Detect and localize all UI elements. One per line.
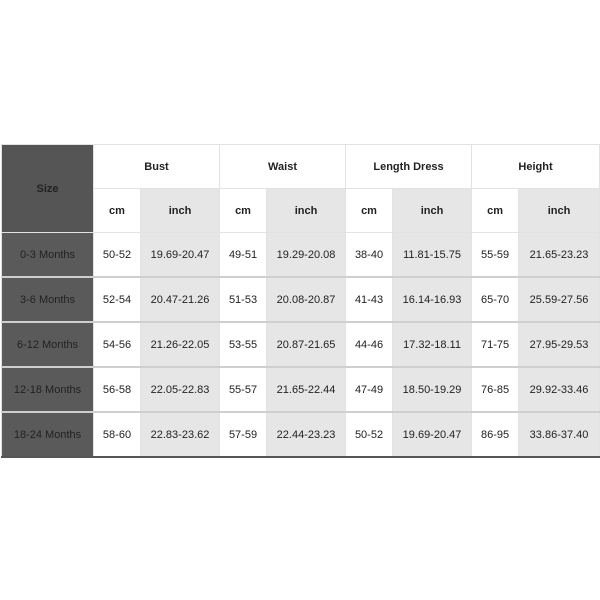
size-chart-table [1,144,600,458]
unit-cm-header: cm [346,189,393,233]
table-row [2,367,600,412]
length-inch-cell: 17.32-18.11 [393,322,472,367]
bust-cm-cell: 58-60 [94,412,141,457]
waist-cm-cell: 55-57 [220,367,267,412]
bust-cm-cell: 56-58 [94,367,141,412]
bust-cm-cell: 54-56 [94,322,141,367]
length-inch-cell: 11.81-15.75 [393,233,472,278]
unit-inch-header: inch [519,189,600,233]
height-cm-cell: 76-85 [472,367,519,412]
waist-cm-cell: 57-59 [220,412,267,457]
waist-inch-cell: 19.29-20.08 [267,233,346,278]
bust-inch-cell: 22.83-23.62 [141,412,220,457]
waist-header: Waist [220,145,346,189]
size-label: 6-12 Months [2,322,94,367]
size-label: 18-24 Months [2,412,94,457]
unit-cm-header: cm [94,189,141,233]
length-cm-cell: 47-49 [346,367,393,412]
height-inch-cell: 29.92-33.46 [519,367,600,412]
height-cm-cell: 86-95 [472,412,519,457]
length-dress-header: Length Dress [346,145,472,189]
unit-inch-header: inch [393,189,472,233]
table-row [2,322,600,367]
header-row [2,145,600,189]
table-row [2,412,600,457]
unit-inch-header: inch [141,189,220,233]
length-cm-cell: 44-46 [346,322,393,367]
size-label: 12-18 Months [2,367,94,412]
bust-cm-cell: 52-54 [94,277,141,322]
bust-inch-cell: 20.47-21.26 [141,277,220,322]
unit-cm-header: cm [220,189,267,233]
height-inch-cell: 33.86-37.40 [519,412,600,457]
size-label: 3-6 Months [2,277,94,322]
bust-cm-cell: 50-52 [94,233,141,278]
waist-inch-cell: 21.65-22.44 [267,367,346,412]
height-cm-cell: 65-70 [472,277,519,322]
size-column-header: Size [2,145,94,233]
unit-inch-header: inch [267,189,346,233]
bust-inch-cell: 21.26-22.05 [141,322,220,367]
length-cm-cell: 41-43 [346,277,393,322]
waist-inch-cell: 22.44-23.23 [267,412,346,457]
waist-cm-cell: 49-51 [220,233,267,278]
height-header: Height [472,145,600,189]
height-cm-cell: 71-75 [472,322,519,367]
table-row [2,233,600,278]
size-label: 0-3 Months [2,233,94,278]
bust-inch-cell: 22.05-22.83 [141,367,220,412]
length-cm-cell: 50-52 [346,412,393,457]
height-cm-cell: 55-59 [472,233,519,278]
height-inch-cell: 21.65-23.23 [519,233,600,278]
bust-header: Bust [94,145,220,189]
length-inch-cell: 16.14-16.93 [393,277,472,322]
length-cm-cell: 38-40 [346,233,393,278]
bust-inch-cell: 19.69-20.47 [141,233,220,278]
waist-cm-cell: 53-55 [220,322,267,367]
length-inch-cell: 19.69-20.47 [393,412,472,457]
unit-cm-header: cm [472,189,519,233]
height-inch-cell: 27.95-29.53 [519,322,600,367]
length-inch-cell: 18.50-19.29 [393,367,472,412]
waist-cm-cell: 51-53 [220,277,267,322]
waist-inch-cell: 20.08-20.87 [267,277,346,322]
waist-inch-cell: 20.87-21.65 [267,322,346,367]
height-inch-cell: 25.59-27.56 [519,277,600,322]
table-row [2,277,600,322]
